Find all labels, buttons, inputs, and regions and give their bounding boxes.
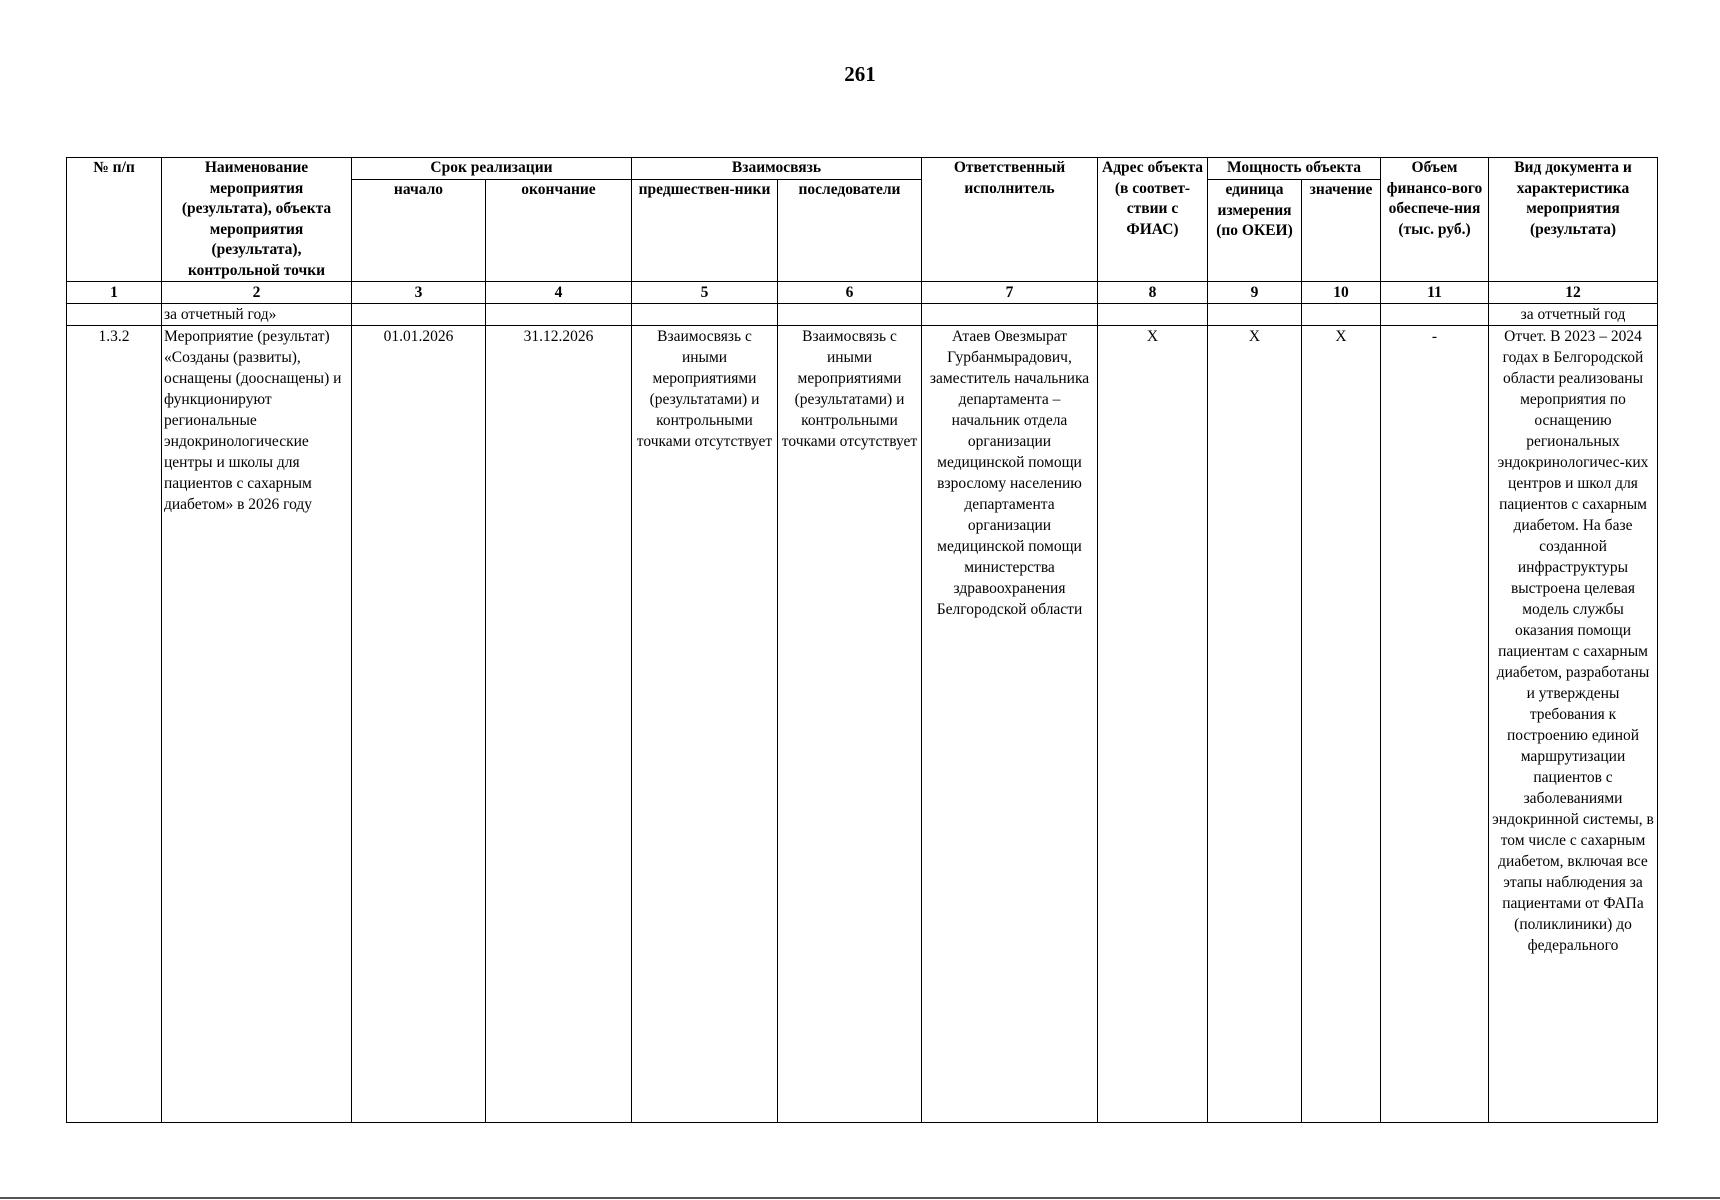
table-cell — [67, 304, 162, 326]
column-number: 2 — [162, 282, 352, 304]
row-responsible: Атаев Овезмырат Гурбанмырадович, заместитель начальника департамента – начальник отдела организации медицинской помощи взрослому населению департамента организации медицинской помощи министерства здравоохранения Белгородской области — [922, 326, 1098, 1123]
table-row — [67, 326, 1658, 1123]
header-term: Срок реализации — [352, 158, 632, 180]
header-capacity-unit: единица измерения (по ОКЕИ) — [1208, 180, 1302, 282]
table-header — [67, 158, 1658, 282]
header-capacity-value: значение — [1302, 180, 1381, 282]
header-relation-prev: предшествен-ники — [632, 180, 778, 282]
column-number: 8 — [1098, 282, 1208, 304]
column-number: 5 — [632, 282, 778, 304]
header-finance: Объем финансо-вого обеспече-ния (тыс. руб.) — [1381, 158, 1489, 282]
row-address: Х — [1098, 326, 1208, 1123]
row-finance: - — [1381, 326, 1489, 1123]
header-address: Адрес объекта (в соответ-ствии с ФИАС) — [1098, 158, 1208, 282]
table-cell — [1098, 304, 1208, 326]
header-capacity: Мощность объекта — [1208, 158, 1381, 180]
plan-table — [66, 157, 1658, 1123]
column-number: 12 — [1489, 282, 1658, 304]
row-prev: Взаимосвязь с иными мероприятиями (результатами) и контрольными точками отсутствует — [632, 326, 778, 1123]
column-number: 9 — [1208, 282, 1302, 304]
continuation-row — [67, 304, 1658, 326]
continuation-name: за отчетный год» — [162, 304, 352, 326]
header-responsible: Ответственный исполнитель — [922, 158, 1098, 282]
page-number: 261 — [844, 62, 876, 86]
row-unit: Х — [1208, 326, 1302, 1123]
header-relation: Взаимосвязь — [632, 158, 922, 180]
header-name: Наименование мероприятия (результата), объекта мероприятия (результата), контрольной точки — [162, 158, 352, 282]
table-cell — [486, 304, 632, 326]
header-term-end: окончание — [486, 180, 632, 282]
header-term-start: начало — [352, 180, 486, 282]
row-end: 31.12.2026 — [486, 326, 632, 1123]
column-number: 7 — [922, 282, 1098, 304]
header-relation-next: последователи — [778, 180, 922, 282]
table-cell — [778, 304, 922, 326]
row-start: 01.01.2026 — [352, 326, 486, 1123]
column-number: 11 — [1381, 282, 1489, 304]
column-number: 1 — [67, 282, 162, 304]
row-name: Мероприятие (результат) «Созданы (развиты), оснащены (дооснащены) и функционируют региональные эндокринологические центры и школы для пациентов с сахарным диабетом» в 2026 году — [162, 326, 352, 1123]
table-cell — [1208, 304, 1302, 326]
row-value: Х — [1302, 326, 1381, 1123]
header-doc-type: Вид документа и характеристика мероприятия (результата) — [1489, 158, 1658, 282]
column-number: 4 — [486, 282, 632, 304]
scan-edge-line — [0, 1197, 1720, 1199]
row-next: Взаимосвязь с иными мероприятиями (результатами) и контрольными точками отсутствует — [778, 326, 922, 1123]
table-cell — [1381, 304, 1489, 326]
column-number: 6 — [778, 282, 922, 304]
column-number: 10 — [1302, 282, 1381, 304]
row-num: 1.3.2 — [67, 326, 162, 1123]
continuation-doc: за отчетный год — [1489, 304, 1658, 326]
table-cell — [632, 304, 778, 326]
table-cell — [922, 304, 1098, 326]
table-cell — [1302, 304, 1381, 326]
column-number: 3 — [352, 282, 486, 304]
header-num: № п/п — [67, 158, 162, 282]
row-doc: Отчет. В 2023 – 2024 годах в Белгородской области реализованы мероприятия по оснащению региональных эндокринологичес-ких центров и школ для пациентов с сахарным диабетом. На базе созданной инфраструктуры выстроена целевая модель службы оказания помощи пациентам с сахарным диабетом, разработаны и утверждены требования к построению единой маршрутизации пациентов с заболеваниями эндокринной системы, в том числе с сахарным диабетом, включая все этапы наблюдения за пациентами от ФАПа (поликлиники) до федерального — [1489, 326, 1658, 1123]
column-numbers-row — [67, 282, 1658, 304]
table-cell — [352, 304, 486, 326]
